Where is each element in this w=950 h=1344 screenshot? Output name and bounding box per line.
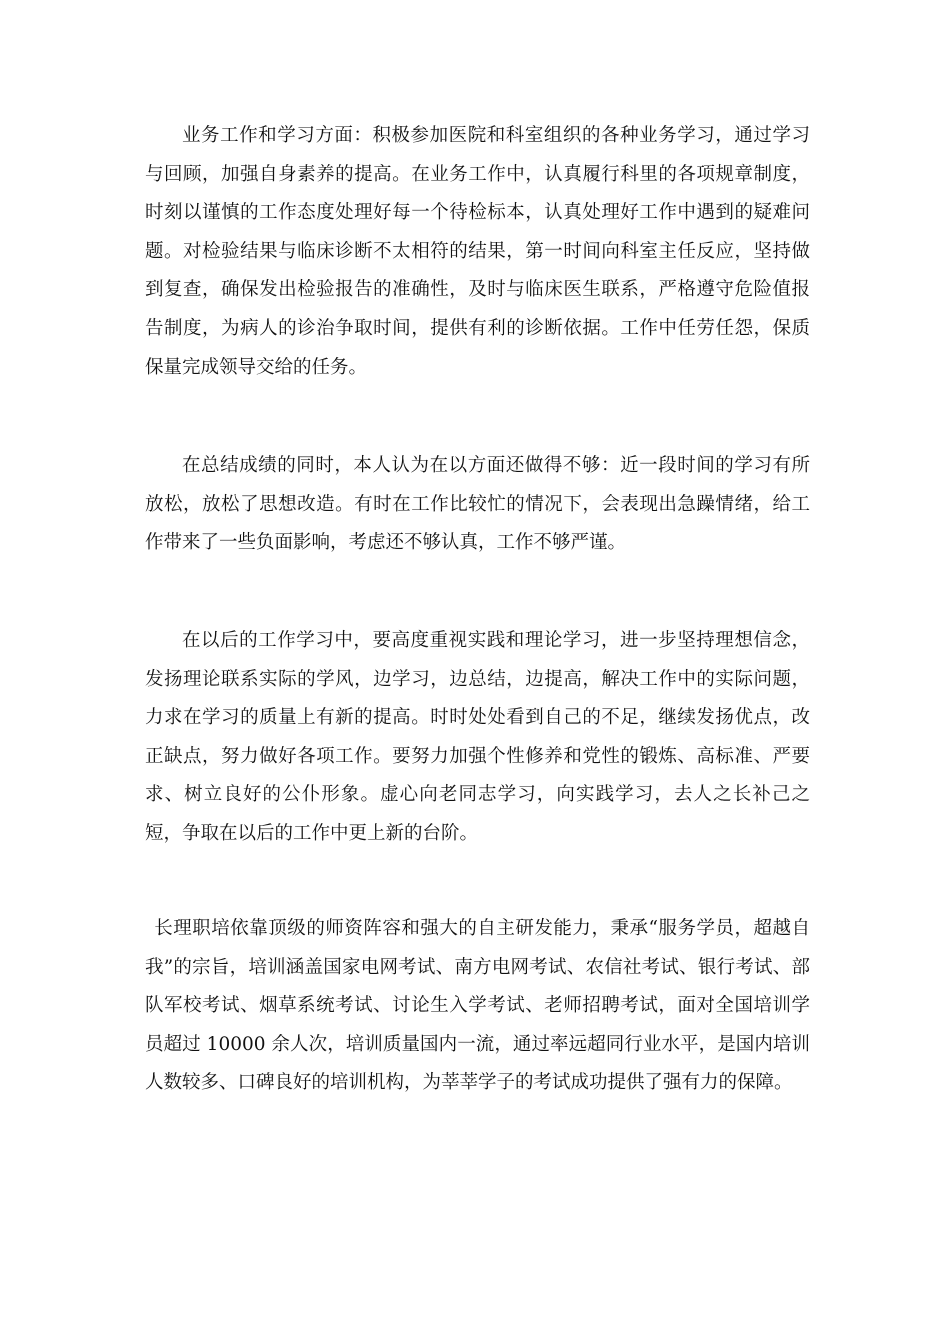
paragraph-work-and-study: 业务工作和学习方面：积极参加医院和科室组织的各种业务学习，通过学习与回顾，加强自身素养的提高。在业务工作中，认真履行科里的各项规章制度，时刻以谨慎的工作态度处理好每一个待检标本，认真处理好工作中遇到的疑难问题。对检验结果与临床诊断不太相符的结果，第一时间向科室主任反应，坚持做到复查，确保发出检验报告的准确性，及时与临床医生联系，严格遵守危险值报告制度，为病人的诊治争取时间，提供有利的诊断依据。工作中任劳任怨，保质保量完成领导交给的任务。 xyxy=(145,125,810,378)
paragraph-future-plans: 在以后的工作学习中，要高度重视实践和理论学习，进一步坚持理想信念，发扬理论联系实际的学风，边学习，边总结，边提高，解决工作中的实际问题，力求在学习的质量上有新的提高。时时处处看到自己的不足，继续发扬优点，改正缺点，努力做好各项工作。要努力加强个性修养和党性的锻炼、高标准、严要求、树立良好的公仆形象。虚心向老同志学习，向实践学习，去人之长补己之短，争取在以后的工作中更上新的台阶。 xyxy=(145,630,810,844)
paragraph-training-ad: 长理职培依靠顶级的师资阵容和强大的自主研发能力，秉承“服务学员，超越自我”的宗旨，培训涵盖国家电网考试、南方电网考试、农信社考试、银行考试、部队军校考试、烟草系统考试、讨论生入学考试、老师招聘考试，面对全国培训学员超过 10000 余人次，培训质量国内一流，通过率远超同行业水平，是国内培训人数较多、口碑良好的培训机构，为莘莘学子的考试成功提供了强有力的保障。 xyxy=(145,918,810,1094)
paragraph-shortcomings: 在总结成绩的同时，本人认为在以方面还做得不够：近一段时间的学习有所放松，放松了思想改造。有时在工作比较忙的情况下，会表现出急躁情绪，给工作带来了一些负面影响，考虑还不够认真，工作不够严谨。 xyxy=(145,455,810,554)
